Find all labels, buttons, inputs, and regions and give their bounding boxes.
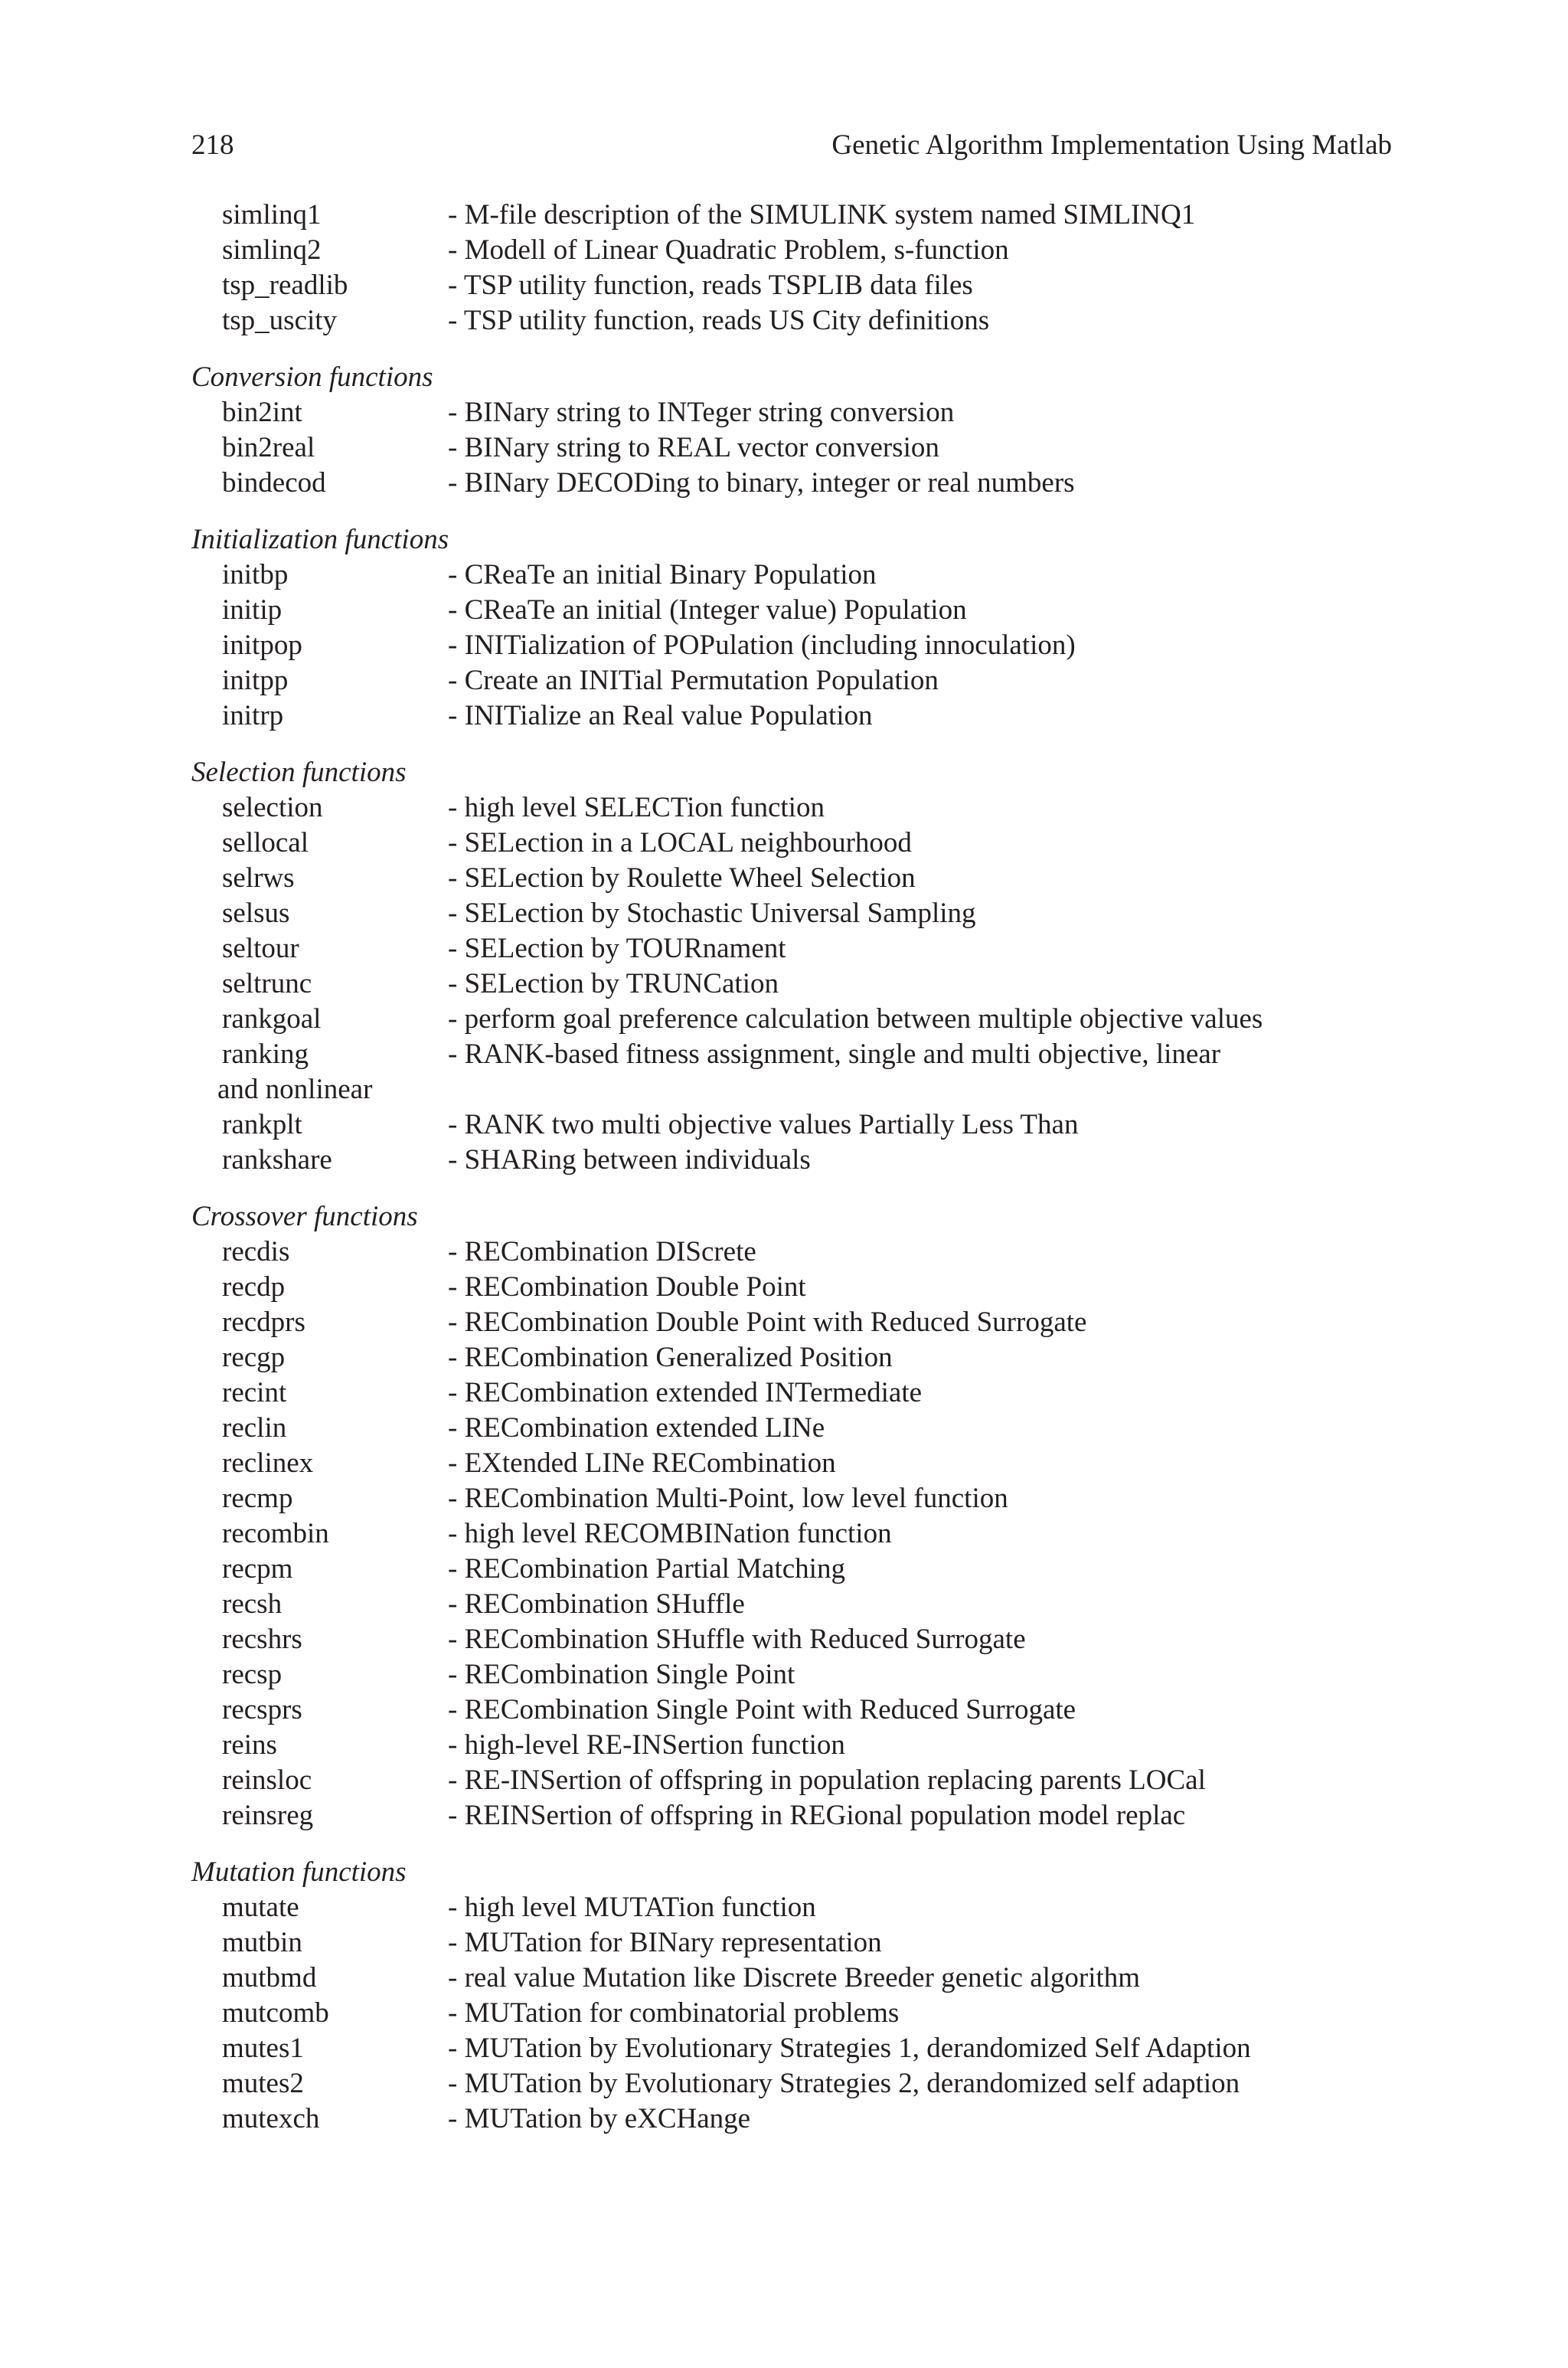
- function-description: [448, 792, 825, 823]
- function-entry: [191, 1270, 1392, 1305]
- function-description-text: - BINary string to INTeger string conversion: [448, 397, 955, 428]
- function-description-text: - MUTation by Evolutionary Strategies 2, derandomized self adaption: [448, 2068, 1240, 2099]
- function-name: simlinq2: [222, 234, 322, 266]
- function-description-text: - high level MUTATion function: [448, 1892, 816, 1923]
- function-description-text: - SELection by Roulette Wheel Selection: [448, 862, 916, 894]
- function-description: [191, 1038, 1392, 1107]
- function-entry: [191, 593, 1392, 628]
- function-name: reins: [222, 1729, 277, 1761]
- function-entry: [191, 1657, 1392, 1693]
- function-description-text: - EXtended LINe RECombination: [448, 1447, 836, 1479]
- function-description: [448, 1694, 1076, 1725]
- function-entry: [191, 1890, 1392, 1925]
- function-description: [448, 270, 973, 301]
- function-description: [448, 1765, 1206, 1796]
- function-name: rankshare: [222, 1144, 332, 1176]
- function-entry: [191, 268, 1392, 303]
- function-description: [448, 2033, 1251, 2064]
- function-name: reinsreg: [222, 1800, 314, 1831]
- function-description: [448, 1800, 1185, 1831]
- function-entry: [191, 628, 1392, 663]
- function-description-text: - MUTation by Evolutionary Strategies 1, derandomized Self Adaption: [448, 2033, 1251, 2064]
- function-description-text: - high level RECOMBINation function: [448, 1518, 892, 1549]
- function-description: [448, 1236, 756, 1267]
- function-description-text: - RECombination Generalized Position: [448, 1342, 893, 1373]
- function-name: mutes1: [222, 2033, 304, 2064]
- function-entry: [191, 1002, 1392, 1037]
- section-crossover-functions: [191, 1199, 1392, 1833]
- function-description-text: - REINSertion of offspring in REGional population model replac: [448, 1800, 1186, 1831]
- function-description-text: - RECombination Single Point with Reduced Surrogate: [448, 1694, 1076, 1725]
- function-description-text: - real value Mutation like Discrete Breeder genetic algorithm: [448, 1962, 1141, 1994]
- function-name: simlinq1: [222, 199, 322, 231]
- page-number: 218: [191, 129, 234, 161]
- function-list: [191, 198, 1392, 2158]
- function-name: mutes2: [222, 2068, 304, 2099]
- function-entry: [191, 698, 1392, 734]
- function-description: [448, 2103, 750, 2134]
- function-entry: [191, 2066, 1392, 2101]
- function-description: [448, 862, 916, 894]
- function-description: [448, 234, 1009, 266]
- function-name: ranking: [222, 1038, 309, 1070]
- function-name: initbp: [222, 559, 289, 590]
- function-description: [448, 898, 976, 929]
- function-entry: [191, 826, 1392, 861]
- function-description-text: - SHARing between individuals: [448, 1144, 811, 1176]
- function-entry: [191, 1728, 1392, 1763]
- function-description: [448, 1518, 892, 1549]
- function-name: initip: [222, 594, 283, 626]
- function-name: selsus: [222, 898, 290, 929]
- function-description: [448, 1447, 836, 1479]
- function-entry: [191, 1340, 1392, 1375]
- function-description-text: - SELection by Stochastic Universal Sampling: [448, 898, 976, 929]
- function-description-text: - RE-INSertion of offspring in population replacing parents LOCal: [448, 1765, 1206, 1796]
- function-name: recint: [222, 1377, 287, 1408]
- function-description-text: - CReaTe an initial Binary Population: [448, 559, 877, 590]
- function-description-text: - BINary string to REAL vector conversion: [448, 432, 939, 463]
- function-entry: [191, 1996, 1392, 2031]
- function-description: [448, 305, 989, 336]
- function-description-text: - RANK two multi objective values Partially Less Than: [448, 1109, 1079, 1140]
- function-description: [448, 1729, 845, 1761]
- function-description-text: - high level SELECTion function: [448, 792, 825, 823]
- function-entry: [191, 1305, 1392, 1340]
- function-entry: [191, 1411, 1392, 1446]
- section-title: Crossover functions: [191, 1201, 418, 1232]
- function-description-text: - SELection in a LOCAL neighbourhood: [448, 827, 912, 859]
- section-title: Mutation functions: [191, 1856, 407, 1888]
- function-description: [448, 2068, 1240, 2099]
- function-entry: [191, 1481, 1392, 1516]
- function-description: [448, 1892, 816, 1923]
- function-entry: [191, 2101, 1392, 2137]
- function-description-text: - RANK-based fitness assignment, single and multi objective, linear: [448, 1038, 1221, 1070]
- section-initialization-functions: [191, 522, 1392, 734]
- function-description-text: - SELection by TRUNCation: [448, 968, 779, 999]
- function-entry: [191, 1763, 1392, 1798]
- function-description-text: - RECombination Multi-Point, low level function: [448, 1483, 1008, 1514]
- function-entry: [191, 466, 1392, 501]
- section-title: Conversion functions: [191, 361, 433, 393]
- function-entry: [191, 198, 1392, 233]
- function-description: [448, 559, 877, 590]
- function-entry: [191, 966, 1392, 1002]
- function-entry: [191, 1961, 1392, 1996]
- function-description: [448, 1144, 811, 1176]
- function-description: [448, 594, 967, 626]
- function-name: recdp: [222, 1271, 286, 1303]
- function-name: recsh: [222, 1588, 283, 1620]
- function-name: rankgoal: [222, 1003, 322, 1035]
- function-name: tsp_readlib: [222, 270, 348, 301]
- function-description-text: - RECombination extended LINe: [448, 1412, 825, 1444]
- function-description: [448, 432, 939, 463]
- function-description: [448, 700, 873, 731]
- function-entry: [191, 931, 1392, 966]
- function-description-text: - MUTation for combinatorial problems: [448, 1997, 900, 2029]
- function-name: mutbin: [222, 1927, 302, 1958]
- function-name: selection: [222, 792, 323, 823]
- function-name: rankplt: [222, 1109, 302, 1140]
- function-description-text: - TSP utility function, reads US City definitions: [448, 305, 990, 336]
- function-description: [448, 1412, 825, 1444]
- running-title: Genetic Algorithm Implementation Using Matlab: [831, 129, 1392, 161]
- function-entry: [191, 663, 1392, 698]
- function-name: tsp_uscity: [222, 305, 338, 336]
- function-entry: [191, 430, 1392, 466]
- function-entry: [191, 558, 1392, 593]
- function-entry: [191, 395, 1392, 430]
- function-name: reclinex: [222, 1447, 314, 1479]
- function-description-text: - RECombination SHuffle: [448, 1588, 745, 1620]
- function-name: mutate: [222, 1892, 299, 1923]
- function-description: [448, 1927, 882, 1958]
- function-description: [448, 630, 1076, 661]
- function-description: [448, 1342, 893, 1373]
- function-name: reclin: [222, 1412, 287, 1444]
- function-description: [448, 1997, 899, 2029]
- function-name: initpop: [222, 630, 302, 661]
- function-description-text: - TSP utility function, reads TSPLIB data files: [448, 270, 973, 301]
- function-name: recdprs: [222, 1307, 305, 1338]
- function-description: [448, 1003, 1263, 1035]
- function-description-text: - MUTation for BINary representation: [448, 1927, 882, 1958]
- function-description-text: - high-level RE-INSertion function: [448, 1729, 845, 1761]
- function-entry: [191, 896, 1392, 931]
- function-description: [448, 1377, 922, 1408]
- function-name: initpp: [222, 665, 289, 696]
- function-description-text: - RECombination Double Point: [448, 1271, 806, 1303]
- function-description-text: - SELection by TOURnament: [448, 933, 786, 964]
- function-description: [448, 1659, 795, 1690]
- function-entry: [191, 790, 1392, 826]
- function-name: recshrs: [222, 1624, 302, 1655]
- section-utility-functions: [191, 198, 1392, 339]
- function-description: [448, 1962, 1140, 1994]
- function-name: initrp: [222, 700, 284, 731]
- function-description: [448, 827, 912, 859]
- function-description: [448, 199, 1195, 231]
- function-name: seltrunc: [222, 968, 312, 999]
- function-entry: [191, 233, 1392, 268]
- function-description-text: - BINary DECODing to binary, integer or real numbers: [448, 467, 1075, 499]
- function-entry: [191, 303, 1392, 339]
- function-name: bindecod: [222, 467, 326, 499]
- function-description-text: - Modell of Linear Quadratic Problem, s-function: [448, 234, 1009, 266]
- section-title: Initialization functions: [191, 524, 449, 555]
- function-name: selrws: [222, 862, 295, 894]
- function-name: reinsloc: [222, 1765, 312, 1796]
- function-entry: [191, 1516, 1392, 1552]
- function-entry: [191, 1552, 1392, 1587]
- function-name: recsp: [222, 1659, 283, 1690]
- function-name: sellocal: [222, 827, 309, 859]
- function-description-continuation: and nonlinear: [217, 1074, 373, 1105]
- function-entry: [191, 1798, 1392, 1833]
- function-description: [448, 933, 786, 964]
- function-name: recpm: [222, 1553, 293, 1585]
- function-name: recmp: [222, 1483, 293, 1514]
- function-description: [448, 1271, 806, 1303]
- function-description: [448, 665, 939, 696]
- page-header: [191, 129, 1392, 167]
- function-description-text: - RECombination Single Point: [448, 1659, 795, 1690]
- function-description: [448, 397, 954, 428]
- function-description: [448, 1109, 1078, 1140]
- function-description-text: - RECombination Partial Matching: [448, 1553, 845, 1585]
- function-name: recgp: [222, 1342, 286, 1373]
- function-description-text: - perform goal preference calculation between multiple objective values: [448, 1003, 1263, 1035]
- function-name: mutbmd: [222, 1962, 317, 1994]
- function-description-text: - RECombination Double Point with Reduced Surrogate: [448, 1307, 1087, 1338]
- function-name: seltour: [222, 933, 299, 964]
- function-description: [448, 1483, 1008, 1514]
- function-description: [448, 1307, 1086, 1338]
- function-description-text: - MUTation by eXCHange: [448, 2103, 751, 2134]
- function-description-text: - RECombination SHuffle with Reduced Surrogate: [448, 1624, 1026, 1655]
- function-entry: [191, 1446, 1392, 1481]
- section-selection-functions: [191, 755, 1392, 1178]
- function-description-text: - RECombination DIScrete: [448, 1236, 756, 1267]
- function-entry: [191, 2031, 1392, 2066]
- function-description: [448, 1624, 1026, 1655]
- function-description-text: - M-file description of the SIMULINK system named SIMLINQ1: [448, 199, 1196, 231]
- function-description-text: - RECombination extended INTermediate: [448, 1377, 923, 1408]
- section-title: Selection functions: [191, 757, 407, 788]
- function-name: bin2real: [222, 432, 315, 463]
- function-name: recdis: [222, 1236, 290, 1267]
- function-description: [448, 1588, 745, 1620]
- function-description: [448, 1553, 845, 1585]
- function-name: mutcomb: [222, 1997, 329, 2029]
- function-entry: [191, 1375, 1392, 1411]
- function-entry: [191, 861, 1392, 896]
- function-entry: [191, 1693, 1392, 1728]
- function-description-text: - INITialize an Real value Population: [448, 700, 873, 731]
- function-description-text: - CReaTe an initial (Integer value) Population: [448, 594, 967, 626]
- function-name: bin2int: [222, 397, 302, 428]
- function-name: recombin: [222, 1518, 329, 1549]
- function-description: [448, 467, 1075, 499]
- function-entry: [191, 1037, 1392, 1107]
- function-description: [448, 968, 779, 999]
- function-name: recsprs: [222, 1694, 302, 1725]
- function-entry: [191, 1235, 1392, 1270]
- function-entry: [191, 1622, 1392, 1657]
- function-entry: [191, 1107, 1392, 1143]
- section-conversion-functions: [191, 360, 1392, 501]
- function-description-text: - INITialization of POPulation (including innoculation): [448, 630, 1076, 661]
- function-entry: [191, 1925, 1392, 1961]
- function-name: mutexch: [222, 2103, 320, 2134]
- section-mutation-functions: [191, 1855, 1392, 2137]
- function-entry: [191, 1587, 1392, 1622]
- function-entry: [191, 1143, 1392, 1178]
- function-description-text: - Create an INITial Permutation Population: [448, 665, 939, 696]
